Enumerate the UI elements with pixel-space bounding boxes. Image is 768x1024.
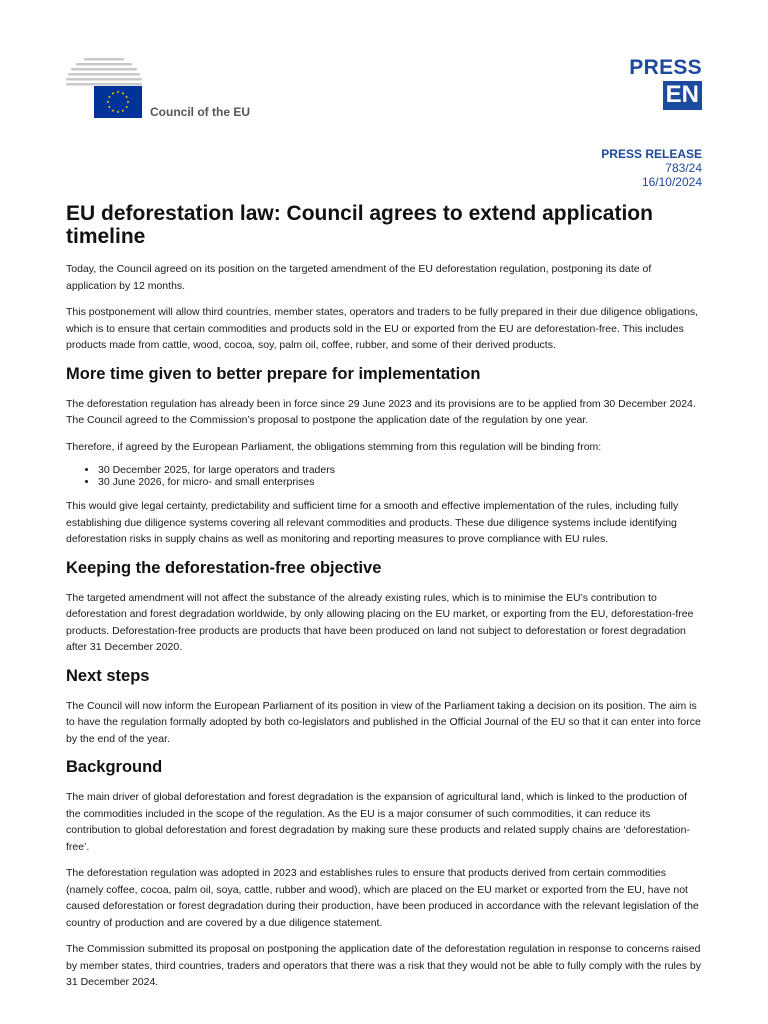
- release-meta: [601, 147, 702, 189]
- article-body: [66, 202, 702, 1001]
- background-paragraph-2: The deforestation regulation was adopted in 2023 and establishes rules to ensure that products derived from certain commodities (namely coffee, cocoa, palm oil, soya, cattle, rubber and wood), which are placed on the EU market or exported from the EU, have not caused deforestation or forest degradation during their production, have been produced in accordance with the relevant legislation of the country of production and are covered by a due diligence statement.: [66, 867, 699, 929]
- press-label: PRESS: [629, 56, 702, 79]
- intro-paragraph-2: This postponement will allow third countries, member states, operators and traders to be fully prepared in their due diligence obligations, which is to ensure that certain commodities and products sold in the EU or exported from the EU are deforestation-free. This includes products made from cattle, wood, cocoa, soy, palm oil, coffee, rubber, and some of their derived products.: [66, 306, 699, 351]
- eu-flag-icon: [94, 86, 142, 118]
- press-badge: [629, 57, 702, 110]
- objective-paragraph-1: The targeted amendment will not affect the substance of the already existing rules, which is to minimise the EU’s contribution to deforestation and forest degradation worldwide, by only allowing placing on the EU market, or exporting from the EU, deforestation-free products. Deforestation-free products are products that have been produced on land not subject to deforestation or forest degradation after 31 December 2020.: [66, 591, 694, 653]
- language-badge[interactable]: EN: [663, 81, 702, 110]
- background-paragraph-3: The Commission submitted its proposal on postponing the application date of the deforestation regulation in response to concerns raised by member states, third countries, traders and operators that there was a risk that they would not be able to fully comply with the rules by 31 December 2024.: [66, 943, 701, 988]
- list-item: • 30 December 2025, for large operators and traders: [98, 465, 702, 477]
- council-logo[interactable]: [66, 56, 266, 120]
- intro-paragraph-1: Today, the Council agreed on its position on the targeted amendment of the EU deforestation regulation, postponing its date of application by 12 months.: [66, 263, 652, 292]
- release-label: PRESS RELEASE: [601, 147, 702, 161]
- organization-name: Council of the EU: [150, 105, 250, 119]
- section-heading-implementation: More time given to better prepare for implementation: [66, 364, 481, 383]
- background-paragraph-1: The main driver of global deforestation and forest degradation is the expansion of agricultural land, which is linked to the production of the commodities included in the scope of the regulation. As the EU is a major consumer of such commodities, it can reduce its contribution to global deforestation and forest degradation by making sure these products and related supply chains are ‘deforestation-free’.: [66, 791, 690, 853]
- next-steps-paragraph-1: The Council will now inform the European Parliament of its position in view of the Parliament taking a decision on its position. The aim is to have the regulation formally adopted by both co-legislators and published in the Official Journal of the EU so that it can enter into force by the end of the year.: [66, 699, 701, 745]
- deadline-list: [66, 465, 702, 488]
- release-date: 16/10/2024: [641, 175, 702, 189]
- implementation-paragraph-3: This would give legal certainty, predictability and sufficient time for a smooth and effective implementation of the rules, including fully establishing due diligence systems covering all relevant commodities and products. These due diligence systems include identifying deforestation risks in supply chains as well as monitoring and reporting measures to prove compliance with EU rules.: [66, 500, 679, 545]
- article-title: EU deforestation law: Council agrees to extend application timeline: [66, 202, 653, 248]
- implementation-paragraph-2: Therefore, if agreed by the European Parliament, the obligations stemming from this regulation will be binding from:: [66, 440, 602, 453]
- section-heading-next-steps: Next steps: [66, 666, 150, 685]
- section-heading-objective: Keeping the deforestation-free objective: [66, 558, 382, 577]
- section-heading-background: Background: [66, 758, 163, 776]
- release-number: 783/24: [665, 161, 702, 175]
- list-item: • 30 June 2026, for micro- and small enterprises: [98, 477, 702, 489]
- implementation-paragraph-1: The deforestation regulation has already been in force since 29 June 2023 and its provisions are to be applied from 30 December 2024. The Council agreed to the Commission’s proposal to postpone the application date of the regulation by one year.: [66, 397, 696, 426]
